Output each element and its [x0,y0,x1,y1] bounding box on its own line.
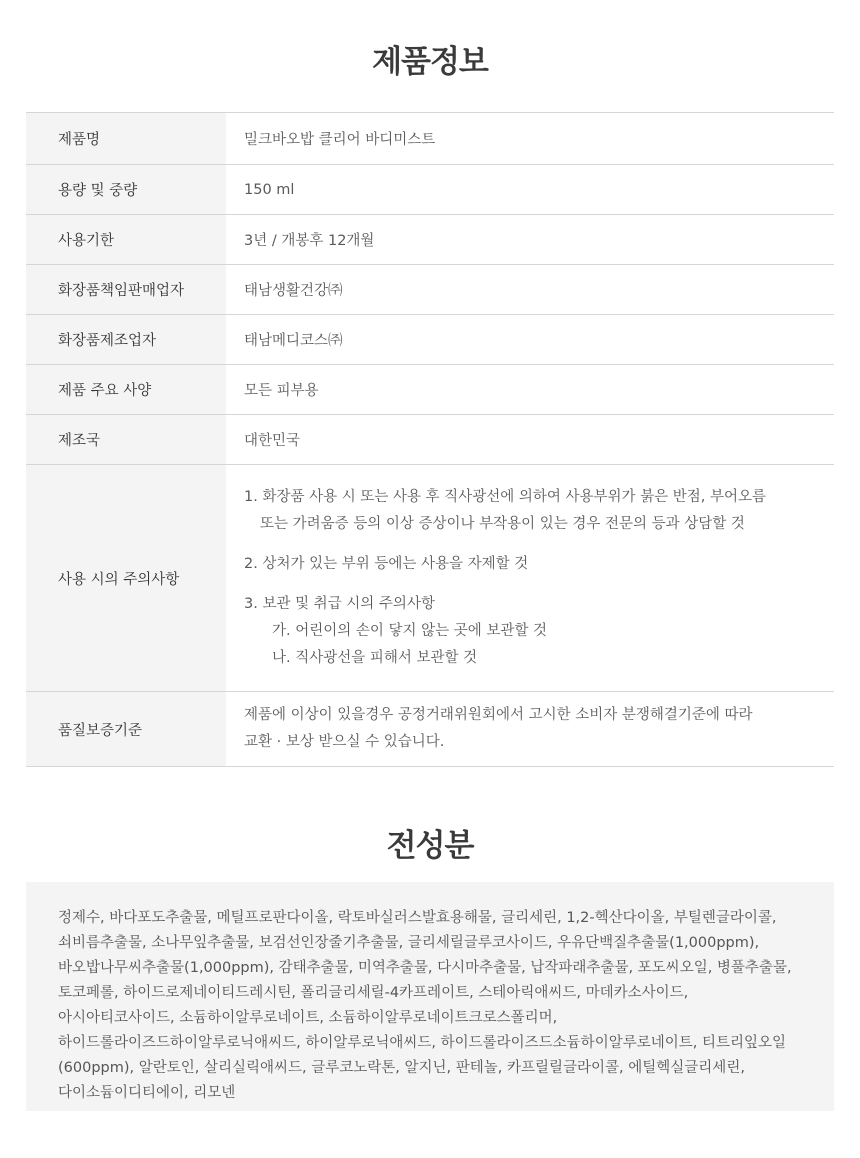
row-label: 제품명 [26,113,226,165]
caution-text: 또는 가려움증 등의 이상 증상이나 부작용이 있는 경우 전문의 등과 상담할 것 [260,516,745,532]
row-label: 사용기한 [26,215,226,265]
caution-item [244,484,810,538]
table-row-quality [26,692,834,767]
row-value: 3년 / 개봉후 12개월 [226,215,834,265]
row-value: 대한민국 [226,415,834,465]
table-row [26,415,834,465]
caution-item [244,591,810,672]
product-info-table [26,112,834,767]
row-label: 용량 및 중량 [26,165,226,215]
table-row [26,165,834,215]
row-value: 모든 피부용 [226,365,834,415]
row-label: 화장품제조업자 [26,315,226,365]
table-row-caution [26,465,834,692]
caution-subitem: 나. 직사광선을 피해서 보관할 것 [272,650,478,666]
caution-subitem: 가. 어린이의 손이 닿지 않는 곳에 보관할 것 [272,623,547,639]
row-value: 태남메디코스㈜ [226,315,834,365]
row-label: 사용 시의 주의사항 [26,465,226,692]
table-row [26,113,834,165]
row-label: 제조국 [26,415,226,465]
quality-text [226,692,834,767]
ingredients-title: 전성분 [386,828,474,864]
quality-line: 제품에 이상이 있을경우 공정거래위원회에서 고시한 소비자 분쟁해결기준에 따라 [244,707,753,723]
table-row [26,315,834,365]
product-info-title: 제품정보 [372,44,488,80]
caution-item [244,551,810,578]
table-row [26,215,834,265]
row-value: 150 ml [226,165,834,215]
row-value: 밀크바오밥 클리어 바디미스트 [226,113,834,165]
row-label: 화장품책임판매업자 [26,265,226,315]
row-label: 제품 주요 사양 [26,365,226,415]
table-row [26,365,834,415]
row-value: 태남생활건강㈜ [226,265,834,315]
caution-text: 1. 화장품 사용 시 또는 사용 후 직사광선에 의하여 사용부위가 붉은 반점, 부어오름 [244,489,766,505]
caution-text: 3. 보관 및 취급 시의 주의사항 [244,596,435,612]
caution-text: 2. 상처가 있는 부위 등에는 사용을 자제할 것 [244,556,529,572]
ingredients-box: 정제수, 바다포도추출물, 메틸프로판다이올, 락토바실러스발효용해물, 글리세린, 1,2-헥산다이올, 부틸렌글라이콜, 쇠비름추출물, 소나무잎추출물, 보검선인장줄기추출물, 글리세릴글루코사이드, 우유단백질추출물(1,000ppm), 바오밥나무씨추출물(1,000ppm), 감태추출물, 미역추출물, 다시마추출물, 납작파래추출물, 포도씨오일, 병풀추출물, 토코페롤, 하이드로제네이티드레시틴, 폴리글리세릴-4카프레이트, 스테아릭애씨드, 마데카소사이드, 아시아티코사이드, 소듐하이알루로네이트, 소듐하이알루로네이트크로스폴리머, 하이드롤라이즈드하이알루로닉애씨드, 하이알루로닉애씨드, 하이드롤라이즈드소듐하이알루로네이트, 티트리잎오일(600ppm), 알란토인, 살리실릭애씨드, 글루코노락톤, 알지닌, 판테놀, 카프릴릴글라이콜, 에틸헥실글리세린, 다이소듐이디티에이, 리모넨 [26,882,834,1111]
row-label: 품질보증기준 [26,692,226,767]
caution-list [226,465,834,692]
quality-line: 교환 · 보상 받으실 수 있습니다. [244,734,445,750]
table-row [26,265,834,315]
